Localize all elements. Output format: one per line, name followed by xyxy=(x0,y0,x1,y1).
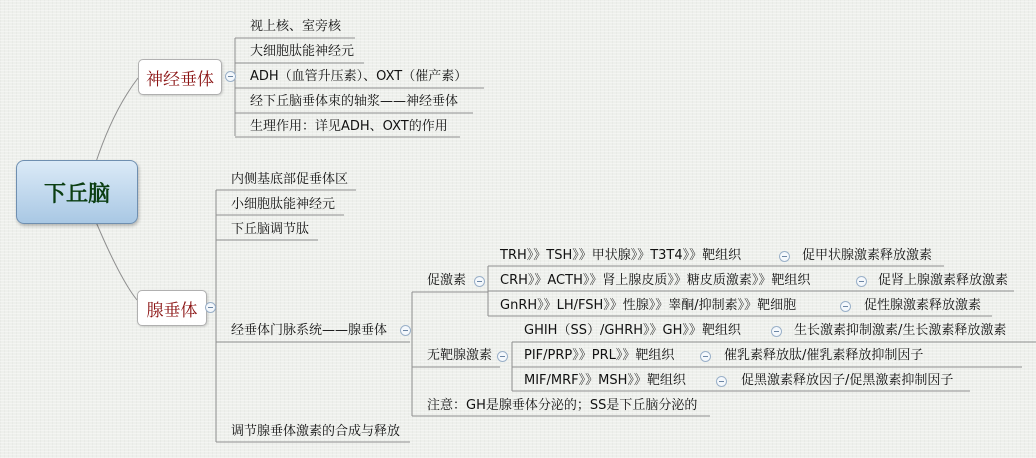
stim-row-trh-path[interactable]: TRH》》TSH》》甲状腺》》T3T4》》靶组织 xyxy=(500,248,742,263)
collapse-toggle-notarget[interactable] xyxy=(497,351,508,362)
adeno-item-region[interactable]: 内侧基底部促垂体区 xyxy=(231,172,349,187)
notarget-row-prl-name[interactable]: 催乳素释放肽/催乳素释放抑制因子 xyxy=(724,348,924,363)
collapse-toggle-prl[interactable] xyxy=(700,351,711,362)
root-node[interactable]: 下丘脑 xyxy=(16,160,138,224)
notarget-group-label[interactable]: 无靶腺激素 xyxy=(427,348,493,363)
stim-row-gnrh-path[interactable]: GnRH》》LH/FSH》》性腺》》睾酮/抑制素》》靶细胞 xyxy=(500,298,797,313)
notarget-row-prl-path[interactable]: PIF/PRP》》PRL》》靶组织 xyxy=(524,348,675,363)
branch-neuro[interactable]: 神经垂体 xyxy=(138,59,222,95)
root-to-adeno-connector xyxy=(96,222,137,300)
notarget-row-gh-name[interactable]: 生长激素抑制激素/生长激素释放激素 xyxy=(794,323,1007,338)
collapse-toggle-trh[interactable] xyxy=(779,251,790,262)
notarget-row-msh-name[interactable]: 促黑激素释放因子/促黑激素抑制因子 xyxy=(741,373,954,388)
adeno-item-regulation[interactable]: 调节腺垂体激素的合成与释放 xyxy=(231,424,401,439)
branch-adeno[interactable]: 腺垂体 xyxy=(137,290,207,326)
adeno-item-peptides[interactable]: 下丘脑调节肽 xyxy=(231,222,310,237)
neuro-item-nuclei[interactable]: 视上核、室旁核 xyxy=(250,19,342,34)
stim-row-crh-path[interactable]: CRH》》ACTH》》肾上腺皮质》》糖皮质激素》》靶组织 xyxy=(500,273,811,288)
neuro-item-neurons[interactable]: 大细胞肽能神经元 xyxy=(250,44,355,59)
neuro-item-function[interactable]: 生理作用：详见ADH、OXT的作用 xyxy=(250,119,448,134)
stim-row-trh-name[interactable]: 促甲状腺激素释放激素 xyxy=(802,248,933,263)
collapse-toggle-neuro[interactable] xyxy=(225,71,236,82)
portal-note[interactable]: 注意：GH是腺垂体分泌的；SS是下丘脑分泌的 xyxy=(427,398,698,413)
notarget-row-msh-path[interactable]: MIF/MRF》》MSH》》靶组织 xyxy=(524,373,686,388)
adeno-item-portal[interactable]: 经垂体门脉系统——腺垂体 xyxy=(231,323,388,338)
notarget-row-gh-path[interactable]: GHIH（SS）/GHRH》》GH》》靶组织 xyxy=(524,323,741,338)
collapse-toggle-portal[interactable] xyxy=(400,325,411,336)
adeno-item-neurons[interactable]: 小细胞肽能神经元 xyxy=(231,197,336,212)
neuro-item-hormones[interactable]: ADH（血管升压素）、OXT（催产素） xyxy=(250,69,468,84)
root-to-neuro-connector xyxy=(96,78,138,162)
stim-row-gnrh-name[interactable]: 促性腺激素释放激素 xyxy=(864,298,982,313)
neuro-item-pathway[interactable]: 经下丘脑垂体束的轴浆——神经垂体 xyxy=(250,94,459,109)
collapse-toggle-gh[interactable] xyxy=(771,326,782,337)
collapse-toggle-gnrh[interactable] xyxy=(840,301,851,312)
collapse-toggle-crh[interactable] xyxy=(856,276,867,287)
stim-group-label[interactable]: 促激素 xyxy=(427,273,467,288)
collapse-toggle-adeno[interactable] xyxy=(205,302,216,313)
collapse-toggle-msh[interactable] xyxy=(716,376,727,387)
collapse-toggle-stim[interactable] xyxy=(474,276,485,287)
stim-row-crh-name[interactable]: 促肾上腺激素释放激素 xyxy=(878,273,1009,288)
